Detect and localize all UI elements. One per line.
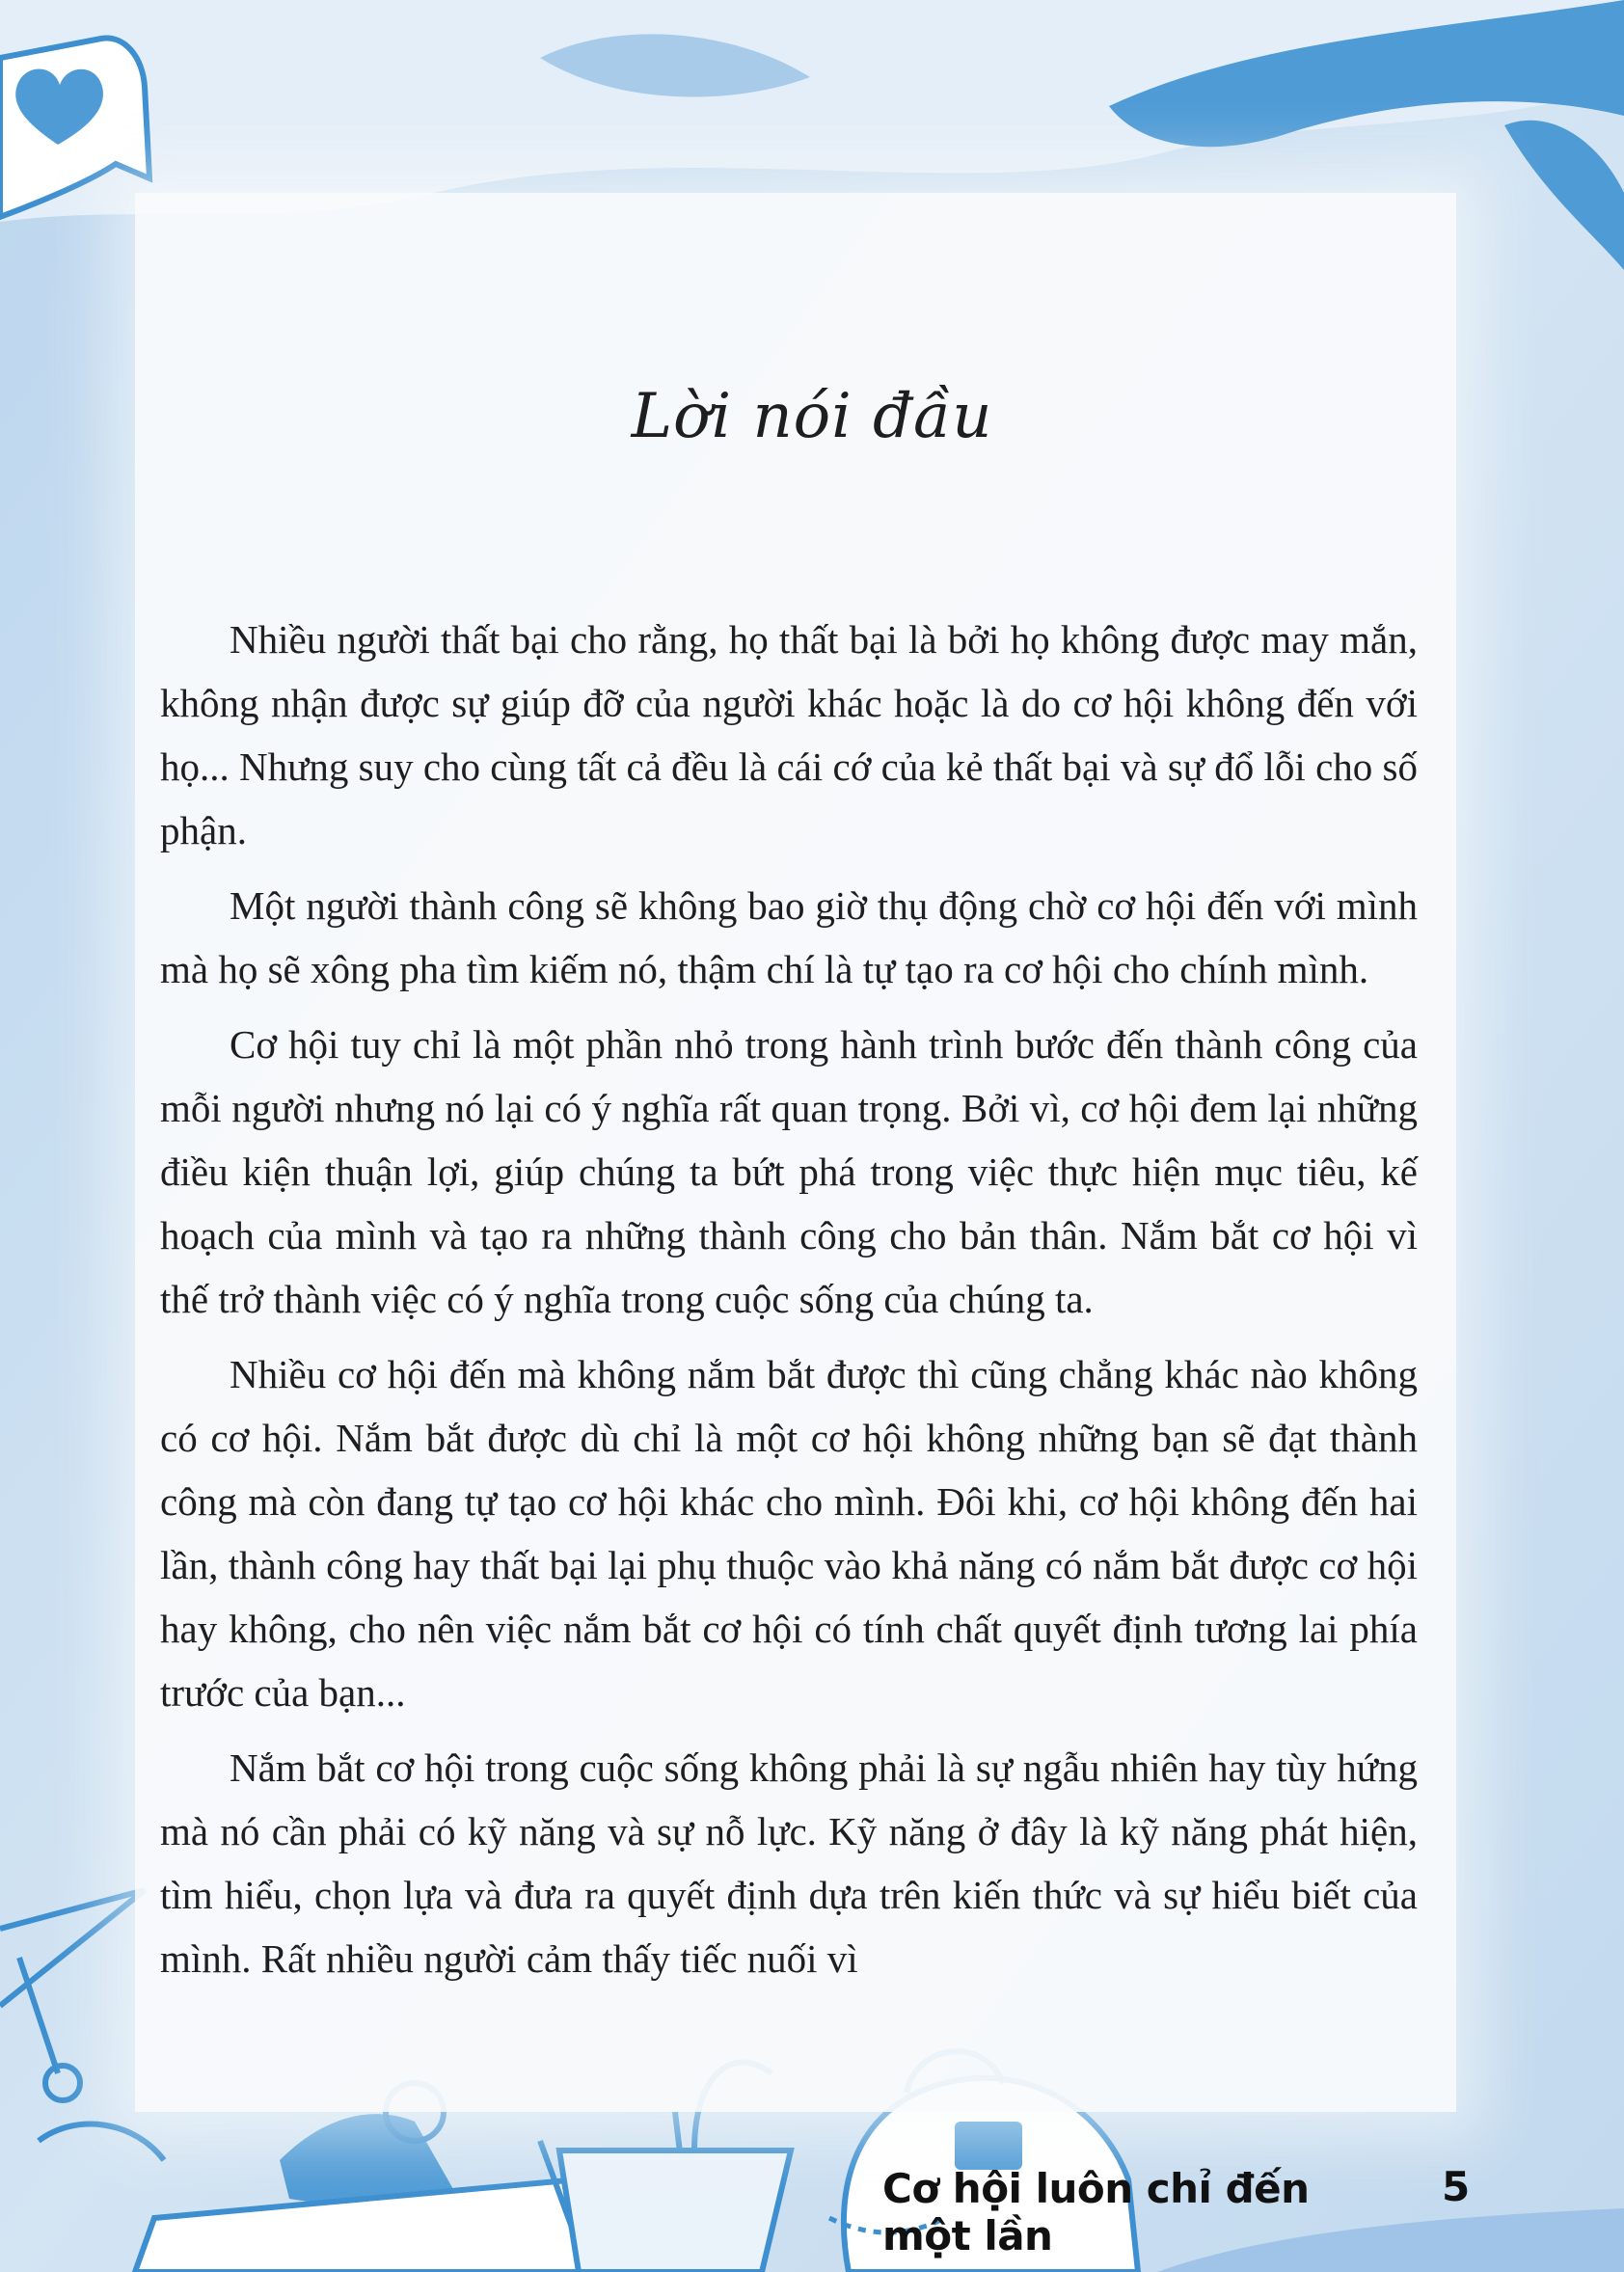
paragraph: Cơ hội tuy chỉ là một phần nhỏ trong hành trình bước đến thành công của mỗi người nhưng nó lại có ý nghĩa rất quan trọng. Bởi vì, cơ hội đem lại những điều kiện thuận lợi, giúp chúng ta bứt phá trong việc thực hiện mục tiêu, kế hoạch của mình và tạo ra những thành công cho bản thân. Nắm bắt cơ hội vì thế trở thành việc có ý nghĩa trong cuộc sống của chúng ta.: [160, 1022, 1418, 1321]
running-footer-title: Cơ hội luôn chỉ đến một lần: [882, 2165, 1310, 2259]
paragraph: Nắm bắt cơ hội trong cuộc sống không phải là sự ngẫu nhiên hay tùy hứng mà nó cần phải có kỹ năng và sự nỗ lực. Kỹ năng ở đây là kỹ năng phát hiện, tìm hiểu, chọn lựa và đưa ra quyết định dựa trên kiến thức và sự hiểu biết của mình. Rất nhiều người cảm thấy tiếc nuối vì: [160, 1745, 1418, 1981]
paragraph: Nhiều người thất bại cho rằng, họ thất bại là bởi họ không được may mắn, không nhận được sự giúp đỡ của người khác hoặc là do cơ hội không đến với họ... Nhưng suy cho cùng tất cả đều là cái cớ của kẻ thất bại và sự đổ lỗi cho số phận.: [160, 617, 1418, 852]
page-number: 5: [1442, 2163, 1471, 2210]
body-text: [160, 608, 1418, 2002]
page-title: Lời nói đầu: [631, 381, 993, 452]
paragraph: Một người thành công sẽ không bao giờ thụ động chờ cơ hội đến với mình mà họ sẽ xông pha tìm kiếm nó, thậm chí là tự tạo ra cơ hội cho chính mình.: [160, 883, 1418, 991]
paragraph: Nhiều cơ hội đến mà không nắm bắt được thì cũng chẳng khác nào không có cơ hội. Nắm bắt được dù chỉ là một cơ hội không những bạn sẽ đạt thành công mà còn đang tự tạo cơ hội khác cho mình. Đôi khi, cơ hội không đến hai lần, thành công hay thất bại lại phụ thuộc vào khả năng có nắm bắt được cơ hội hay không, cho nên việc nắm bắt cơ hội có tính chất quyết định tương lai phía trước của bạn...: [160, 1352, 1418, 1715]
